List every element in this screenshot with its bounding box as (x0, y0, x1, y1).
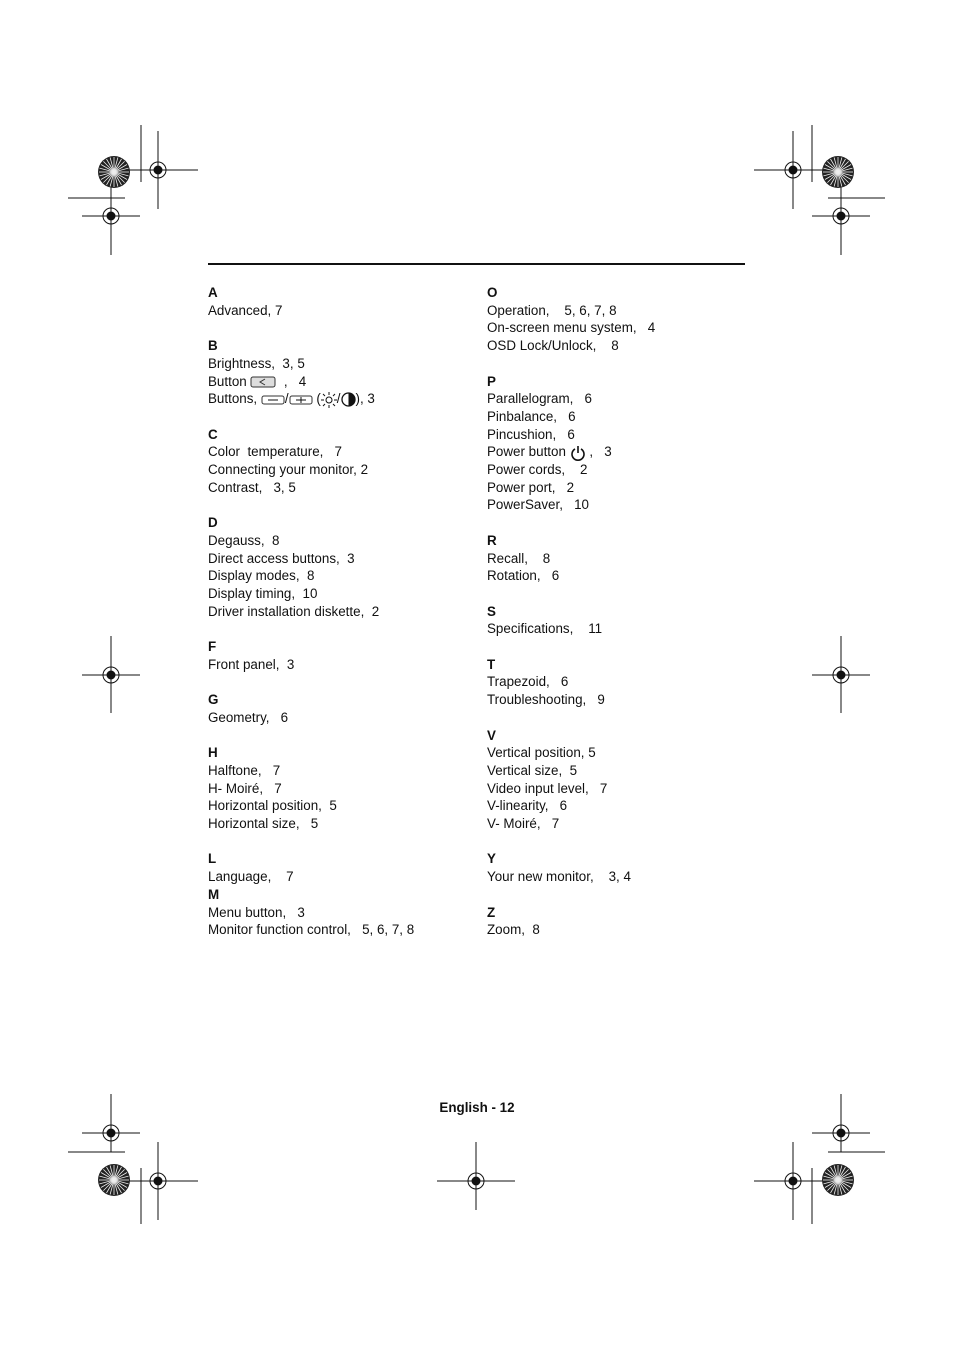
index-letter: H (208, 745, 218, 761)
index-entry: Connecting your monitor, 2 (208, 462, 369, 477)
index-letter: D (208, 515, 218, 531)
index-entry: Parallelogram, 6 (487, 391, 592, 407)
index-entry: Video input level, 7 (487, 780, 608, 796)
index-letter: A (208, 285, 218, 300)
index-entry: Pincushion, 6 (487, 426, 575, 442)
index-section-s (487, 603, 747, 638)
index-entry: Horizontal position, 5 (208, 798, 337, 814)
index-letter: Y (487, 851, 496, 867)
index-entry: Direct access buttons, 3 (208, 550, 355, 566)
index-entry: Your new monitor, 3, 4 (487, 869, 631, 885)
index-entry: H- Moiré, 7 (208, 780, 282, 796)
index-letter: R (487, 532, 497, 548)
index-section-f (208, 638, 458, 673)
page-number: English - 12 (439, 1100, 515, 1115)
index-letter: Z (487, 904, 496, 920)
index-entry: Specifications, 11 (487, 621, 603, 637)
index-entry: Front panel, 3 (208, 656, 295, 672)
index-section-o (487, 284, 747, 355)
index-section-c (208, 426, 458, 497)
index-column-right (487, 284, 747, 957)
index-entry: PowerSaver, 10 (487, 497, 589, 513)
index-letter: M (208, 886, 220, 902)
index-letter: V (487, 727, 496, 743)
minus-button-icon (261, 395, 285, 405)
power-icon (570, 445, 586, 461)
index-entry: Driver installation diskette, 2 (208, 603, 380, 619)
index-entry: Advanced, 7 (208, 302, 283, 318)
index-section-m (208, 886, 458, 939)
header-rule (208, 263, 745, 265)
index-section-t (487, 656, 747, 709)
index-entry: Color temperature, 7 (208, 444, 342, 460)
index-letter: P (487, 373, 496, 389)
index-section-h (208, 744, 458, 833)
index-entry: Vertical position, 5 (487, 745, 596, 761)
index-entry: On-screen menu system, 4 (487, 320, 656, 336)
index-entry: Monitor function control, 5, 6, 7, 8 (208, 922, 415, 938)
index-letter: G (208, 692, 219, 708)
index-entry: Power port, 2 (487, 479, 575, 495)
index-letter: B (208, 338, 218, 354)
sun-icon (321, 392, 337, 408)
index-entry: Menu button, 3 (208, 904, 305, 920)
index-section-p (487, 373, 747, 515)
crosshair-mark (82, 131, 870, 1220)
index-entry: Trapezoid, 6 (487, 674, 569, 690)
index-column-left (208, 284, 458, 957)
index-entry: Language, 7 (208, 869, 294, 885)
contrast-icon (341, 392, 356, 407)
index-letter: F (208, 639, 217, 654)
index-entry: Zoom, 8 (487, 922, 540, 938)
index-letter: S (487, 603, 496, 619)
index-section-a (208, 284, 458, 319)
index-entry: Horizontal size, 5 (208, 816, 319, 831)
index-entry: Brightness, 3, 5 (208, 355, 305, 371)
index-entry: OSD Lock/Unlock, 8 (487, 338, 619, 354)
index-section-l (208, 850, 458, 885)
index-entry: Display modes, 8 (208, 568, 315, 584)
index-letter: T (487, 656, 496, 672)
index-entry-button: Button , 4 (208, 373, 307, 389)
index-entry: Display timing, 10 (208, 585, 318, 601)
index-entry: Recall, 8 (487, 550, 551, 566)
index-entry: Halftone, 7 (208, 762, 281, 778)
index-section-r (487, 532, 747, 585)
index-section-v (487, 727, 747, 833)
index-entry-power-button: Power button , 3 (487, 444, 612, 460)
index-entry: Troubleshooting, 9 (487, 692, 605, 708)
index-section-b (208, 337, 458, 408)
index-section-z (487, 904, 747, 939)
index-entry: Geometry, 6 (208, 709, 289, 725)
index-entry: Power cords, 2 (487, 462, 588, 478)
index-section-d (208, 514, 458, 620)
index-section-y (487, 850, 747, 885)
index-entry: Contrast, 3, 5 (208, 479, 296, 495)
index-entry: Pinbalance, 6 (487, 408, 576, 424)
index-entry: V- Moiré, 7 (487, 816, 560, 832)
index-entry: Operation, 5, 6, 7, 8 (487, 302, 617, 318)
index-entry-buttons: Buttons, / ( / ), 3 (208, 391, 375, 407)
index-entry: Degauss, 8 (208, 532, 280, 548)
index-letter: L (208, 851, 217, 867)
index-entry: V-linearity, 6 (487, 798, 568, 814)
plus-button-icon (289, 395, 313, 405)
index-entry: Vertical size, 5 (487, 762, 578, 778)
left-arrow-button-icon (250, 376, 276, 388)
index-letter: C (208, 426, 218, 442)
index-entry: Rotation, 6 (487, 568, 560, 584)
index-section-g (208, 691, 458, 726)
index-letter: O (487, 285, 498, 300)
